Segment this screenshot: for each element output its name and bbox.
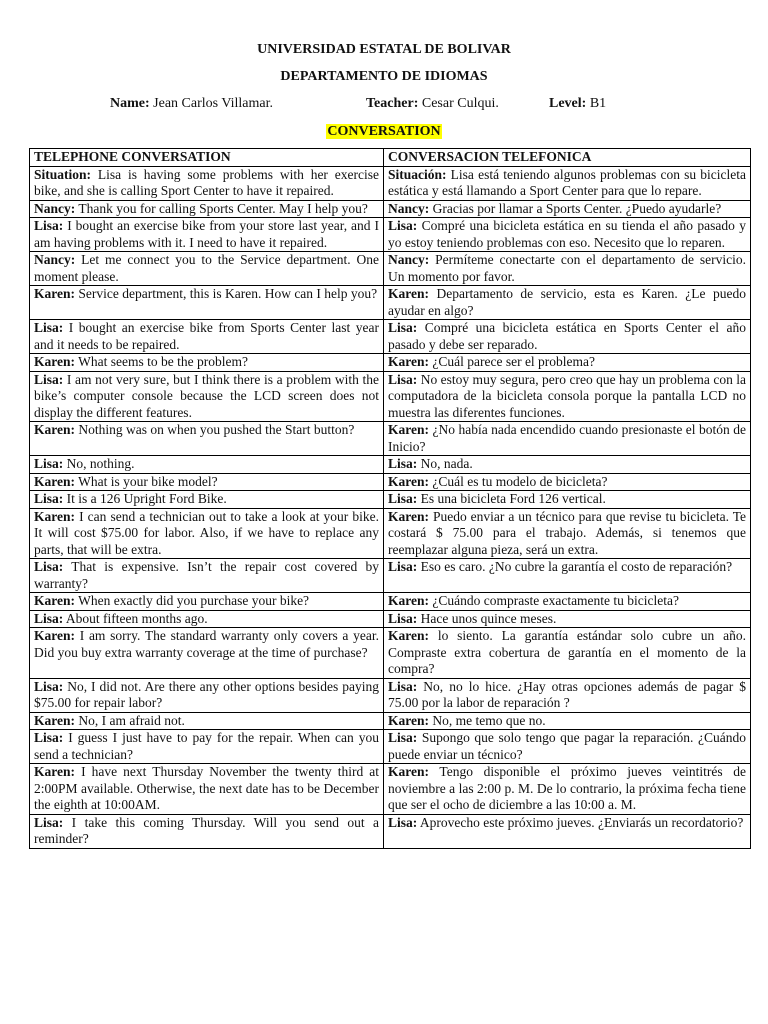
speaker-label: Nancy: <box>388 200 430 216</box>
cell-spanish <box>384 252 751 286</box>
speaker-label: Karen: <box>34 422 75 437</box>
cell-english <box>30 730 384 764</box>
dialogue-text: Es una bicicleta Ford 126 vertical. <box>417 491 606 506</box>
speaker-label: Karen: <box>388 593 429 608</box>
speaker-label: Lisa: <box>34 678 64 694</box>
cell-english <box>30 252 384 286</box>
cell-english <box>30 371 384 422</box>
student-name <box>110 96 273 112</box>
table-row <box>30 473 751 491</box>
table-row <box>30 252 751 286</box>
speaker-label: Karen: <box>34 473 75 489</box>
speaker-label: Karen: <box>34 593 75 608</box>
department-title: DEPARTAMENTO DE IDIOMAS <box>280 69 488 84</box>
table-row <box>30 371 751 422</box>
teacher-name <box>366 96 499 112</box>
speaker-label: Lisa: <box>34 610 64 626</box>
table-row <box>30 610 751 628</box>
conversation-table <box>29 148 751 849</box>
dialogue-text: I can send a technician out to take a look at your bike. It will cost $75.00 for labor. Also, if we have to replace any parts, that will be extra. <box>34 508 379 557</box>
dialogue-text: No, nothing. <box>63 456 135 471</box>
cell-english <box>30 422 384 456</box>
dialogue-text: Nothing was on when you pushed the Start button? <box>75 422 355 437</box>
table-row <box>30 354 751 372</box>
table-row <box>30 320 751 354</box>
cell-english <box>30 320 384 354</box>
speaker-label: Lisa: <box>388 814 418 830</box>
table-row <box>30 559 751 593</box>
cell-spanish <box>384 559 751 593</box>
section-title: CONVERSATION <box>327 124 441 139</box>
speaker-label: Lisa: <box>388 730 418 745</box>
cell-spanish <box>384 354 751 372</box>
table-row <box>30 678 751 712</box>
speaker-label: Karen: <box>34 764 75 779</box>
teacher-label: Teacher: <box>366 96 419 111</box>
cell-english <box>30 814 384 848</box>
speaker-label: Situation: <box>34 166 92 182</box>
cell-spanish <box>384 730 751 764</box>
dialogue-text: Permíteme conectarte con el departamento de servicio. Un momento por favor. <box>388 252 746 284</box>
speaker-label: Nancy: <box>34 252 76 267</box>
cell-spanish <box>384 593 751 611</box>
dialogue-text: I am not very sure, but I think there is a problem with the bike’s computer console because the LCD screen does not display the different features. <box>34 371 379 420</box>
cell-spanish <box>384 456 751 474</box>
speaker-label: Lisa: <box>34 491 64 506</box>
table-row <box>30 593 751 611</box>
dialogue-text: ¿Cuándo compraste exactamente tu bicicleta? <box>429 593 680 608</box>
dialogue-text: ¿Cuál es tu modelo de bicicleta? <box>429 473 608 489</box>
cell-spanish <box>384 422 751 456</box>
table-row <box>30 814 751 848</box>
level-value: B1 <box>589 96 607 111</box>
cell-spanish <box>384 286 751 320</box>
level-label: Level: <box>549 96 587 111</box>
dialogue-text: No, no lo hice. ¿Hay otras opciones además de pagar $ 75.00 por la labor de reparación ? <box>388 678 746 710</box>
dialogue-text: Thank you for calling Sports Center. May I help you? <box>75 200 368 216</box>
speaker-label: Karen: <box>34 712 75 728</box>
cell-spanish <box>384 678 751 712</box>
cell-english <box>30 218 384 252</box>
table-row <box>30 628 751 679</box>
dialogue-text: Lisa está teniendo algunos problemas con su bicicleta estática y está llamando a Sport Center para que lo repare. <box>388 166 746 198</box>
dialogue-text: Eso es caro. ¿No cubre la garantía el costo de reparación? <box>417 559 733 574</box>
dialogue-text: I bought an exercise bike from your store last year, and I am having problems with it. I need to have it repaired. <box>34 218 379 250</box>
cell-english <box>30 473 384 491</box>
speaker-label: Situación: <box>388 166 447 182</box>
teacher-value: Cesar Culqui. <box>421 96 499 111</box>
speaker-label: Karen: <box>388 422 429 437</box>
speaker-label: Karen: <box>34 354 75 369</box>
level <box>549 96 606 112</box>
speaker-label: Nancy: <box>34 200 76 216</box>
dialogue-text: It is a 126 Upright Ford Bike. <box>63 491 227 506</box>
speaker-label: Karen: <box>388 473 429 489</box>
cell-english <box>30 712 384 730</box>
cell-english <box>30 166 384 200</box>
cell-spanish <box>384 628 751 679</box>
speaker-label: Lisa: <box>388 320 418 335</box>
cell-spanish <box>384 814 751 848</box>
speaker-label: Lisa: <box>388 678 418 694</box>
cell-english <box>30 286 384 320</box>
cell-english <box>30 678 384 712</box>
dialogue-text: No, nada. <box>417 456 473 471</box>
speaker-label: Karen: <box>388 628 429 643</box>
dialogue-text: Compré una bicicleta estática en su tienda el año pasado y yo estoy teniendo problemas con eso. Necesito que lo reparen. <box>388 218 746 250</box>
dialogue-text: Tengo disponible el próximo jueves veintitrés de noviembre a las 2:00 p. M. De lo contrario, la próxima fecha tiene que ser el ocho de diciembre a las 10:00 a. M. <box>388 764 746 812</box>
speaker-label: Lisa: <box>34 559 64 574</box>
speaker-label: Lisa: <box>34 456 64 471</box>
cell-english <box>30 354 384 372</box>
dialogue-text: Gracias por llamar a Sports Center. ¿Puedo ayudarle? <box>429 200 722 216</box>
university-title: UNIVERSIDAD ESTATAL DE BOLIVAR <box>257 42 511 57</box>
table-row <box>30 712 751 730</box>
table-row <box>30 200 751 218</box>
dialogue-text: Service department, this is Karen. How can I help you? <box>75 286 378 301</box>
dialogue-text: I take this coming Thursday. Will you send out a reminder? <box>34 814 379 846</box>
dialogue-text: lo siento. La garantía estándar solo cubre un año. Compraste extra cobertura de garantía en el momento de la compra? <box>388 628 746 676</box>
dialogue-text: That is expensive. Isn’t the repair cost covered by warranty? <box>34 559 379 591</box>
speaker-label: Karen: <box>34 508 75 524</box>
cell-english <box>30 610 384 628</box>
speaker-label: Lisa: <box>34 814 64 830</box>
cell-english <box>30 491 384 509</box>
table-row <box>30 166 751 200</box>
dialogue-text: Compré una bicicleta estática en Sports Center el año pasado y debe ser reparado. <box>388 320 746 352</box>
dialogue-text: What is your bike model? <box>75 473 218 489</box>
name-label: Name: <box>110 96 150 111</box>
speaker-label: Lisa: <box>34 730 64 745</box>
table-row <box>30 508 751 559</box>
cell-spanish <box>384 491 751 509</box>
dialogue-text: I am sorry. The standard warranty only covers a year. Did you buy extra warranty coverage at the time of purchase? <box>34 628 379 660</box>
speaker-label: Karen: <box>388 286 429 301</box>
section-title-wrap <box>0 122 768 140</box>
cell-spanish <box>384 473 751 491</box>
dialogue-text: I have next Thursday November the twenty third at 2:00PM available. Otherwise, the next date has to be December the eighth at 10:00AM. <box>34 764 379 812</box>
dialogue-text: No, I am afraid not. <box>75 712 185 728</box>
cell-spanish <box>384 218 751 252</box>
dialogue-text: Departamento de servicio, esta es Karen. ¿Le puedo ayudar en algo? <box>388 286 746 318</box>
speaker-label: Karen: <box>388 508 429 524</box>
speaker-label: Karen: <box>34 628 75 643</box>
column-header-spanish: CONVERSACION TELEFONICA <box>384 149 751 167</box>
speaker-label: Lisa: <box>388 371 418 387</box>
cell-spanish <box>384 764 751 815</box>
cell-spanish <box>384 508 751 559</box>
speaker-label: Lisa: <box>34 218 64 233</box>
column-header-english: TELEPHONE CONVERSATION <box>30 149 384 167</box>
cell-english <box>30 456 384 474</box>
dialogue-text: ¿Cuál parece ser el problema? <box>429 354 596 369</box>
dialogue-text: ¿No había nada encendido cuando presionaste el botón de Inicio? <box>388 422 746 454</box>
dialogue-text: Hace unos quince meses. <box>417 610 557 626</box>
speaker-label: Lisa: <box>34 320 64 335</box>
table-row <box>30 491 751 509</box>
speaker-label: Karen: <box>388 712 429 728</box>
speaker-label: Lisa: <box>388 610 418 626</box>
cell-spanish <box>384 166 751 200</box>
speaker-label: Lisa: <box>388 491 418 506</box>
cell-english <box>30 593 384 611</box>
speaker-label: Lisa: <box>388 218 418 233</box>
table-row <box>30 286 751 320</box>
dialogue-text: About fifteen months ago. <box>63 610 208 626</box>
table-row <box>30 764 751 815</box>
speaker-label: Lisa: <box>388 559 418 574</box>
cell-spanish <box>384 610 751 628</box>
speaker-label: Lisa: <box>34 371 64 387</box>
dialogue-text: No estoy muy segura, pero creo que hay un problema con la computadora de la bicicleta consola porque la pantalla LCD no muestra las diferentes funciones. <box>388 371 746 420</box>
table-row <box>30 730 751 764</box>
cell-spanish <box>384 200 751 218</box>
dialogue-text: No, I did not. Are there any other options besides paying $75.00 for repair labor? <box>34 678 379 710</box>
dialogue-text: Let me connect you to the Service department. One moment please. <box>34 252 379 284</box>
dialogue-text: Puedo enviar a un técnico para que revise tu bicicleta. Te costará $ 75.00 para el trabajo. Además, si tenemos que reemplazar alguna pieza, será un extra. <box>388 508 746 557</box>
speaker-label: Karen: <box>388 764 429 779</box>
table-header-row <box>30 149 751 167</box>
table-body <box>30 166 751 848</box>
table-row <box>30 218 751 252</box>
dialogue-text: Supongo que solo tengo que pagar la reparación. ¿Cuándo puede enviar un técnico? <box>388 730 746 762</box>
cell-english <box>30 628 384 679</box>
speaker-label: Karen: <box>34 286 75 301</box>
table-row <box>30 422 751 456</box>
dialogue-text: Lisa is having some problems with her exercise bike, and she is calling Sport Center to have it repaired. <box>34 166 379 198</box>
dialogue-text: No, me temo que no. <box>429 712 546 728</box>
speaker-label: Karen: <box>388 354 429 369</box>
dialogue-text: When exactly did you purchase your bike? <box>75 593 310 608</box>
cell-english <box>30 559 384 593</box>
cell-spanish <box>384 371 751 422</box>
table-row <box>30 456 751 474</box>
cell-english <box>30 200 384 218</box>
cell-english <box>30 508 384 559</box>
cell-spanish <box>384 712 751 730</box>
dialogue-text: What seems to be the problem? <box>75 354 248 369</box>
speaker-label: Lisa: <box>388 456 418 471</box>
dialogue-text: I bought an exercise bike from Sports Center last year and it needs to be repaired. <box>34 320 379 352</box>
cell-english <box>30 764 384 815</box>
speaker-label: Nancy: <box>388 252 430 267</box>
dialogue-text: I guess I just have to pay for the repair. When can you send a technician? <box>34 730 379 762</box>
name-value: Jean Carlos Villamar. <box>153 96 273 111</box>
dialogue-text: Aprovecho este próximo jueves. ¿Enviarás un recordatorio? <box>417 814 744 830</box>
cell-spanish <box>384 320 751 354</box>
